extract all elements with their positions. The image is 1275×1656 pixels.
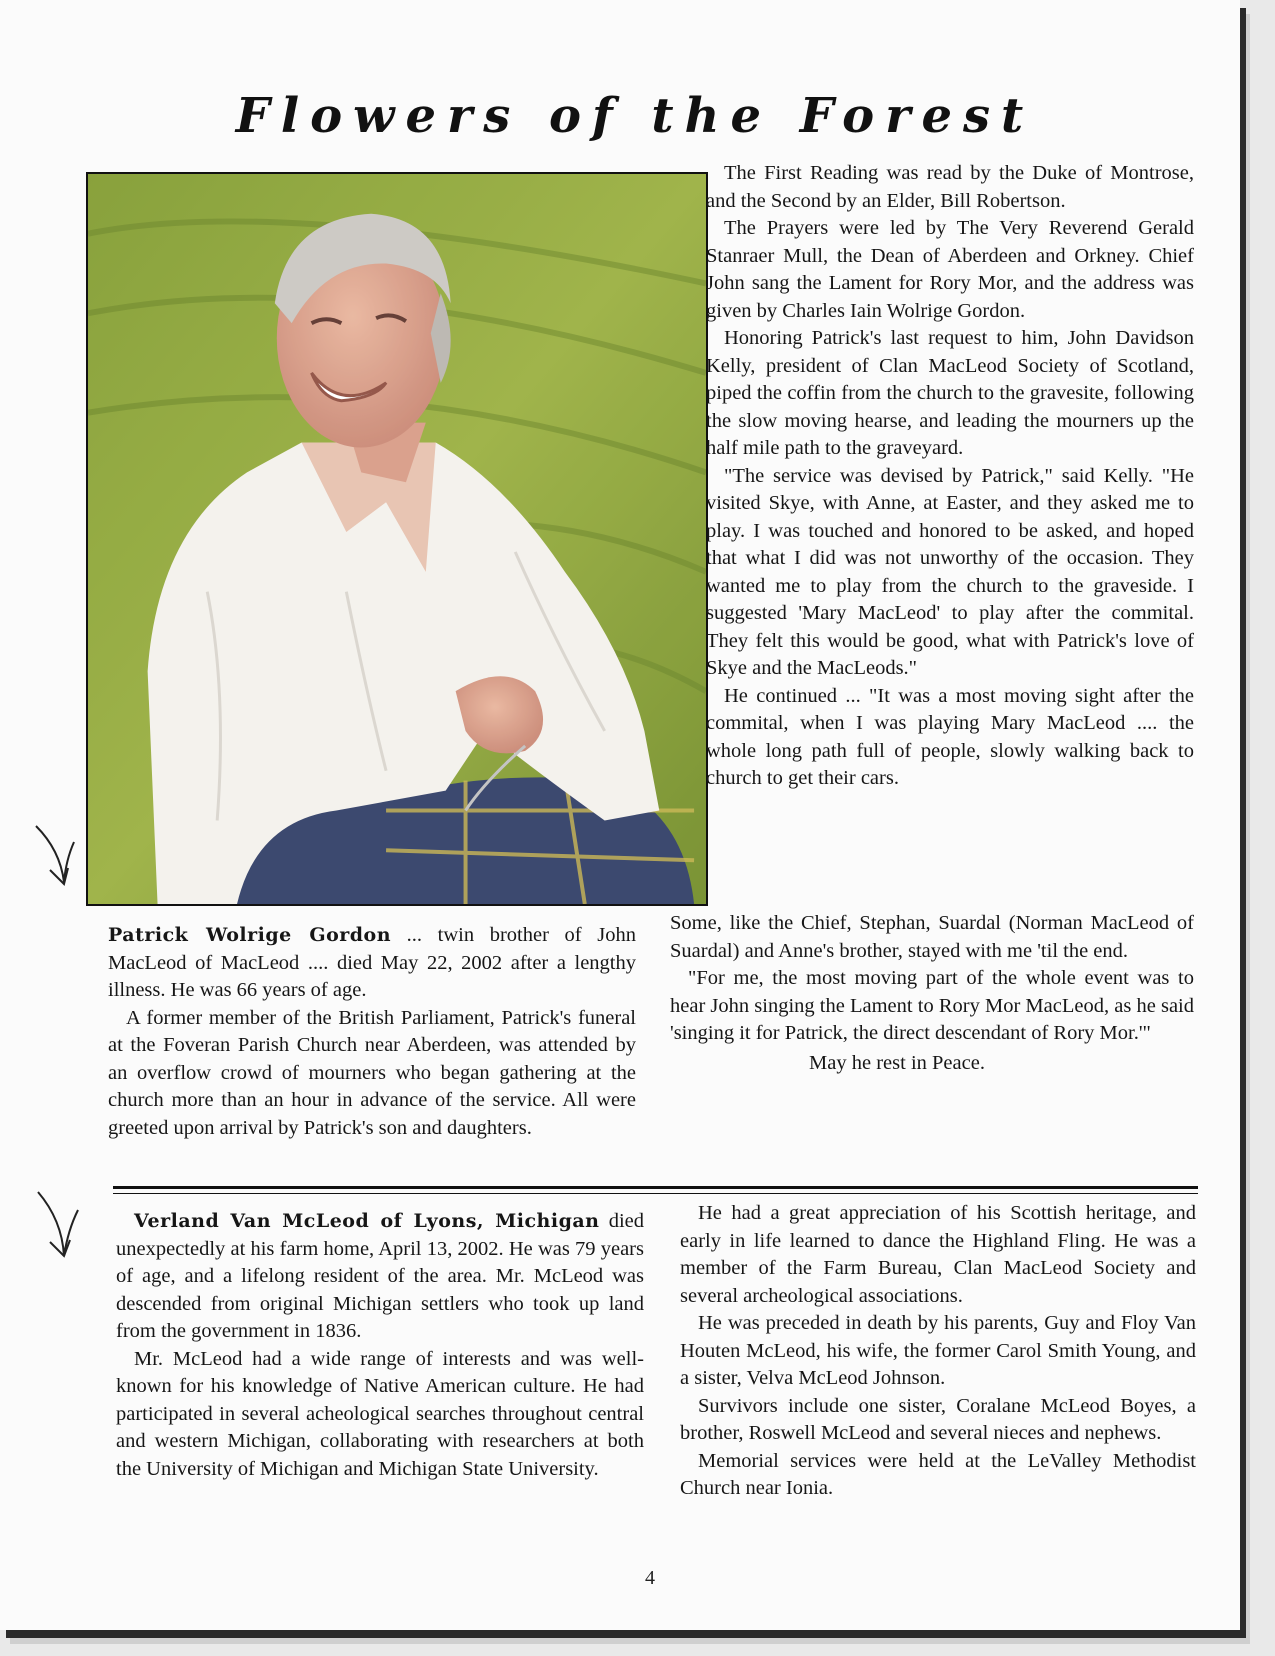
paragraph: He had a great appreciation of his Scottish heritage, and early in life learned to dance the Highland Fling. He was a member of the Farm Bureau, Clan MacLeod Society and several archeological associations. [680,1202,1196,1307]
mcleod-column-left [116,1208,644,1483]
paragraph: Survivors include one sister, Coralane McLeod Boyes, a brother, Roswell McLeod and several nieces and nephews. [680,1394,1196,1444]
paragraph: Memorial services were held at the LeValley Methodist Church near Ionia. [680,1449,1196,1499]
paragraph [116,1208,644,1346]
paragraph: He was preceded in death by his parents, Guy and Floy Van Houten McLeod, his wife, the former Carol Smith Young, and a sister, Velva McLeod Johnson. [680,1312,1196,1389]
gordon-column-left [108,922,636,1142]
paragraph: He continued ... "It was a most moving sight after the commital, when I was playing Mary MacLeod .... the whole long path full of people, slowly walking back to church to get their cars. [706,684,1194,789]
paragraph: Honoring Patrick's last request to him, John Davidson Kelly, president of Clan MacLeod Society of Scotland, piped the coffin from the church to the gravesite, following the slow moving hearse, and leading the mourners up the half mile path to the graveyard. [706,327,1194,459]
paragraph: A former member of the British Parliament, Patrick's funeral at the Foveran Parish Church near Aberdeen, was attended by an overflow crowd of mourners who began gathering at the church more than an hour in advance of the service. All were greeted upon arrival by Patrick's son and daughters. [108,1006,636,1139]
handwritten-check-icon [30,820,80,900]
closing-line: May he rest in Peace. [809,1051,985,1074]
page-title: Flowers of the Forest [235,88,1035,144]
section-divider-thin [113,1193,1198,1194]
mcleod-column-right [680,1200,1196,1503]
paragraph: Mr. McLeod had a wide range of interests and was well-known for his knowledge of Native American culture. He had participated in several acheological searches throughout central and western Michigan, collaborating with researchers at both the University of Michigan and Michigan State University. [116,1347,644,1480]
section-divider [113,1186,1198,1189]
gordon-column-right-bottom [670,910,1194,1077]
gordon-column-right-top [706,160,1194,793]
page-number: 4 [645,1567,655,1589]
paragraph: "For me, the most moving part of the whole event was to hear John singing the Lament to Rory Mor MacLeod, as he said 'singing it for Patrick, the direct descendant of Rory Mor.'" [670,967,1194,1044]
photo-illustration [88,174,706,904]
paragraph-text: ... twin brother of John MacLeod of MacLeod .... died May 22, 2002 after a lengthy illness. He was 66 years of age. [108,924,636,1001]
paragraph: Some, like the Chief, Stephan, Suardal (Norman MacLeod of Suardal) and Anne's brother, stayed with me 'til the end. [670,912,1194,962]
paragraph: "The service was devised by Patrick," said Kelly. "He visited Skye, with Anne, at Easter, and they asked me to play. I was touched and honored to be asked, and hoped that what I did was not unworthy of the occasion. They wanted me to play from the church to the graveside. I suggested 'Mary MacLeod' to play after the commital. They felt this would be good, what with Patrick's love of Skye and the MacLeods." [706,464,1194,679]
deceased-name: Verland Van McLeod of Lyons, Michigan [134,1210,600,1232]
paragraph: The First Reading was read by the Duke of Montrose, and the Second by an Elder, Bill Robertson. [706,162,1194,212]
paragraph [108,922,636,1005]
portrait-photo [86,172,708,906]
paragraph: The Prayers were led by The Very Reverend Gerald Stanraer Mull, the Dean of Aberdeen and Orkney. Chief John sang the Lament for Rory Mor, and the address was given by Charles Iain Wolrige Gordon. [706,217,1194,322]
handwritten-check-icon [34,1186,84,1266]
paragraph-text: died unexpectedly at his farm home, April 13, 2002. He was 79 years of age, and a lifelong resident of the area. Mr. McLeod was descended from original Michigan settlers who took up land from the government in 1836. [116,1210,644,1342]
deceased-name: Patrick Wolrige Gordon [108,924,392,946]
